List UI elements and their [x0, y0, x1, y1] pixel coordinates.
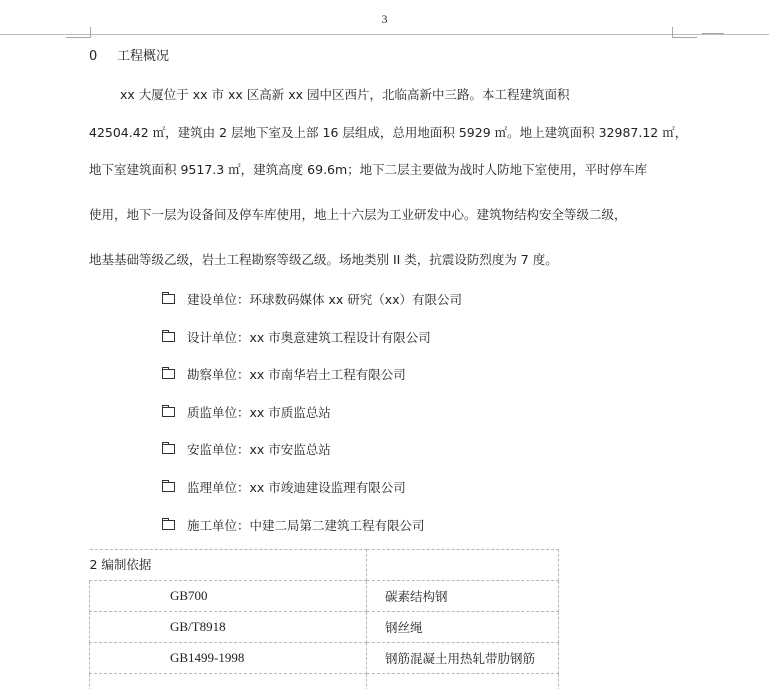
section-heading-basis: 2 编制依据 — [90, 550, 367, 581]
standard-name: 碳素结构钢 — [367, 581, 559, 612]
list-item — [162, 478, 462, 516]
section-title: 工程概况 — [117, 49, 170, 64]
folder-icon — [162, 407, 175, 417]
crop-mark-top-left — [66, 27, 91, 38]
project-units-list — [162, 290, 462, 553]
folder-icon — [162, 294, 175, 304]
standard-name: 钢丝绳 — [367, 612, 559, 643]
standard-code: GB/T8918 — [90, 612, 367, 643]
list-item — [162, 403, 462, 441]
folder-icon — [162, 520, 175, 530]
crop-mark-top-right — [672, 27, 697, 38]
basis-table — [89, 549, 559, 689]
unit-supervision: 监理单位：xx 市竣迪建设监理有限公司 — [187, 479, 406, 495]
list-item — [162, 328, 462, 366]
list-item — [162, 516, 462, 554]
section-heading-overview — [89, 45, 169, 64]
table-cell-empty — [367, 550, 559, 581]
unit-design: 设计单位：xx 市奥意建筑工程设计有限公司 — [187, 329, 431, 345]
overview-line-2: 42504.42 ㎡，建筑由 2 层地下室及上部 16 层组成，总用地面积 5929 ㎡。地上建筑面积 32987.12 ㎡， — [89, 125, 688, 140]
list-item — [162, 440, 462, 478]
unit-contractor: 施工单位：中建二局第二建筑工程有限公司 — [187, 517, 425, 533]
list-item — [162, 290, 462, 328]
table-row — [90, 581, 559, 612]
unit-survey: 勘察单位：xx 市南华岩土工程有限公司 — [187, 367, 406, 383]
folder-icon — [162, 444, 175, 454]
table-row — [90, 643, 559, 674]
crop-mark-top-right-outer — [702, 33, 724, 40]
standard-code: GB700 — [90, 581, 367, 612]
header-rule — [0, 34, 769, 35]
list-item — [162, 365, 462, 403]
page-number: 3 — [381, 12, 388, 26]
section-number: 0 — [89, 49, 98, 64]
folder-icon — [162, 369, 175, 379]
standard-name: 钢筋混凝土用热轧带肋钢筋 — [367, 643, 559, 674]
unit-quality-supervision: 质监单位：xx 市质监总站 — [187, 404, 331, 420]
table-row — [90, 612, 559, 643]
standard-code: GB1499-1998 — [90, 643, 367, 674]
overview-line-3: 地下室建筑面积 9517.3 ㎡，建筑高度 69.6m；地下二层主要做为战时人防地下室使用，平时停车库 — [89, 162, 648, 177]
table-row — [90, 550, 559, 581]
overview-line-1: xx 大厦位于 xx 市 xx 区高新 xx 园中区西片，北临高新中三路。本工程建筑面积 — [120, 87, 570, 102]
unit-construction: 建设单位：环球数码媒体 xx 研究（xx）有限公司 — [187, 292, 463, 307]
folder-icon — [162, 482, 175, 492]
overview-line-4: 使用，地下一层为设备间及停车库使用，地上十六层为工业研发中心。建筑物结构安全等级二级， — [89, 207, 627, 222]
table-cell-empty — [367, 674, 559, 689]
table-cell-empty — [90, 674, 367, 689]
unit-safety-supervision: 安监单位：xx 市安监总站 — [187, 442, 331, 458]
table-row — [90, 674, 559, 689]
overview-line-5: 地基基础等级乙级，岩土工程勘察等级乙级。场地类别 II 类，抗震设防烈度为 7 度。 — [89, 252, 558, 267]
folder-icon — [162, 332, 175, 342]
